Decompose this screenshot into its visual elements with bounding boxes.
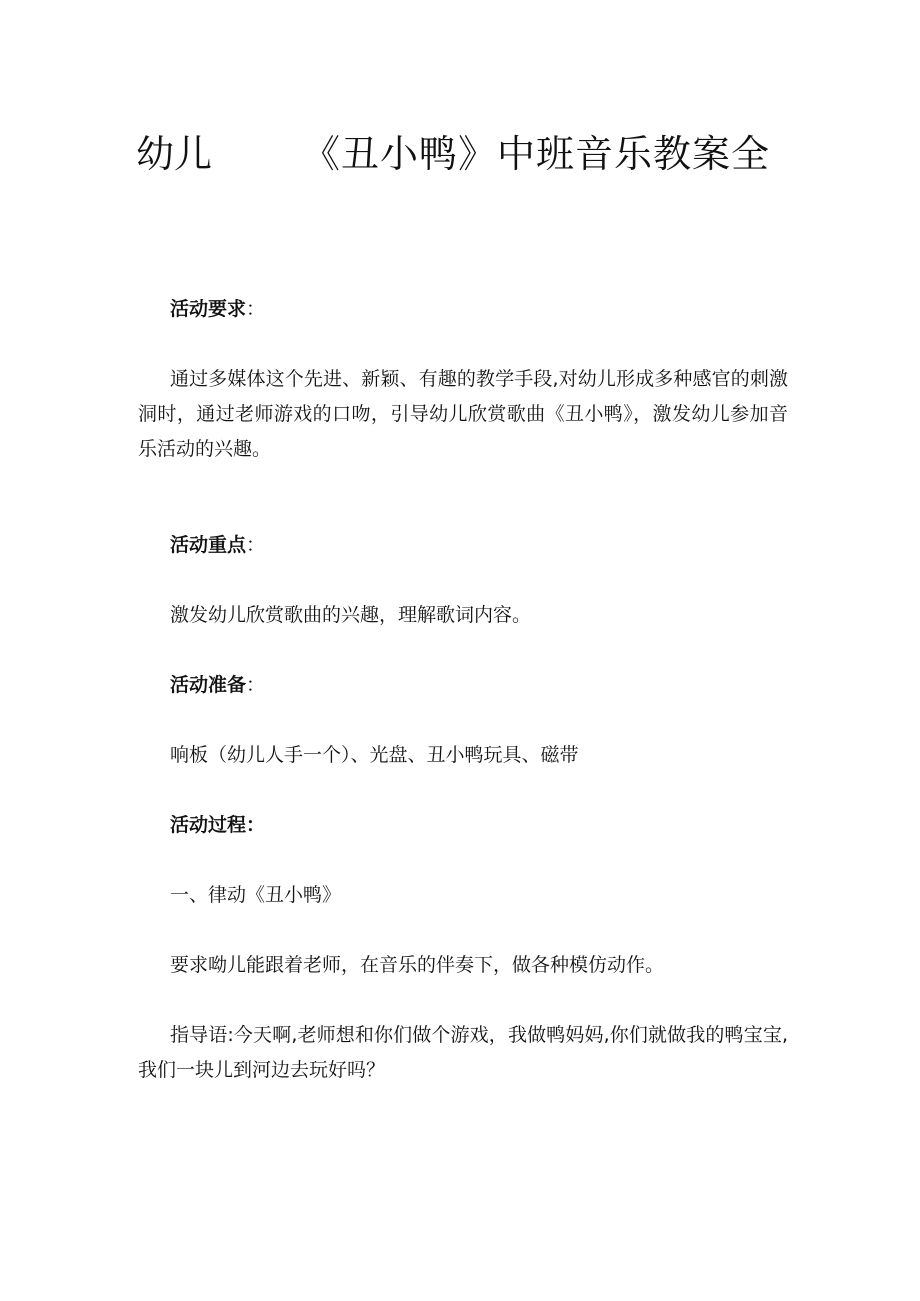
step1-guide: 指导语:今天啊,老师想和你们做个游戏，我做鸭妈妈,你们就做我的鸭宝宝,我们一块儿到河边去玩好吗？ — [138, 1024, 788, 1081]
focus-heading-colon: ： — [246, 534, 266, 556]
focus-heading-text: 活动重点 — [170, 534, 247, 556]
title-part-a: 幼儿 — [136, 132, 213, 176]
title-part-b: 《丑小鸭》中班音乐教案全 — [302, 132, 771, 176]
requirements-heading-text: 活动要求 — [170, 298, 247, 320]
process-heading-text: 活动过程： — [170, 814, 266, 836]
requirements-paragraph: 通过多媒体这个先进、新颖、有趣的教学手段,对幼儿形成多种感官的刺激洞时，通过老师游戏的口吻，引导幼儿欣赏歌曲《丑小鸭》，激发幼儿参加音乐活动的兴趣。 — [138, 368, 788, 460]
focus-heading — [138, 528, 820, 563]
step1-requirement: 要求呦儿能跟着老师，在音乐的伴奏下，做各种模仿动作。 — [170, 954, 665, 976]
requirements-heading — [138, 292, 820, 327]
prep-heading-text: 活动准备 — [170, 674, 247, 696]
focus-paragraph: 激发幼儿欣赏歌曲的兴趣，理解歌词内容。 — [170, 604, 532, 626]
process-heading — [138, 808, 820, 843]
prep-paragraph: 响板（幼儿人手一个）、光盘、丑小鸭玩具、磁带 — [170, 744, 579, 766]
document-title — [136, 126, 796, 182]
prep-heading — [138, 668, 820, 703]
prep-heading-colon: ： — [246, 674, 266, 696]
requirements-heading-colon: ： — [246, 298, 266, 320]
step1-title: 一、律动《丑小鸭》 — [170, 884, 342, 906]
